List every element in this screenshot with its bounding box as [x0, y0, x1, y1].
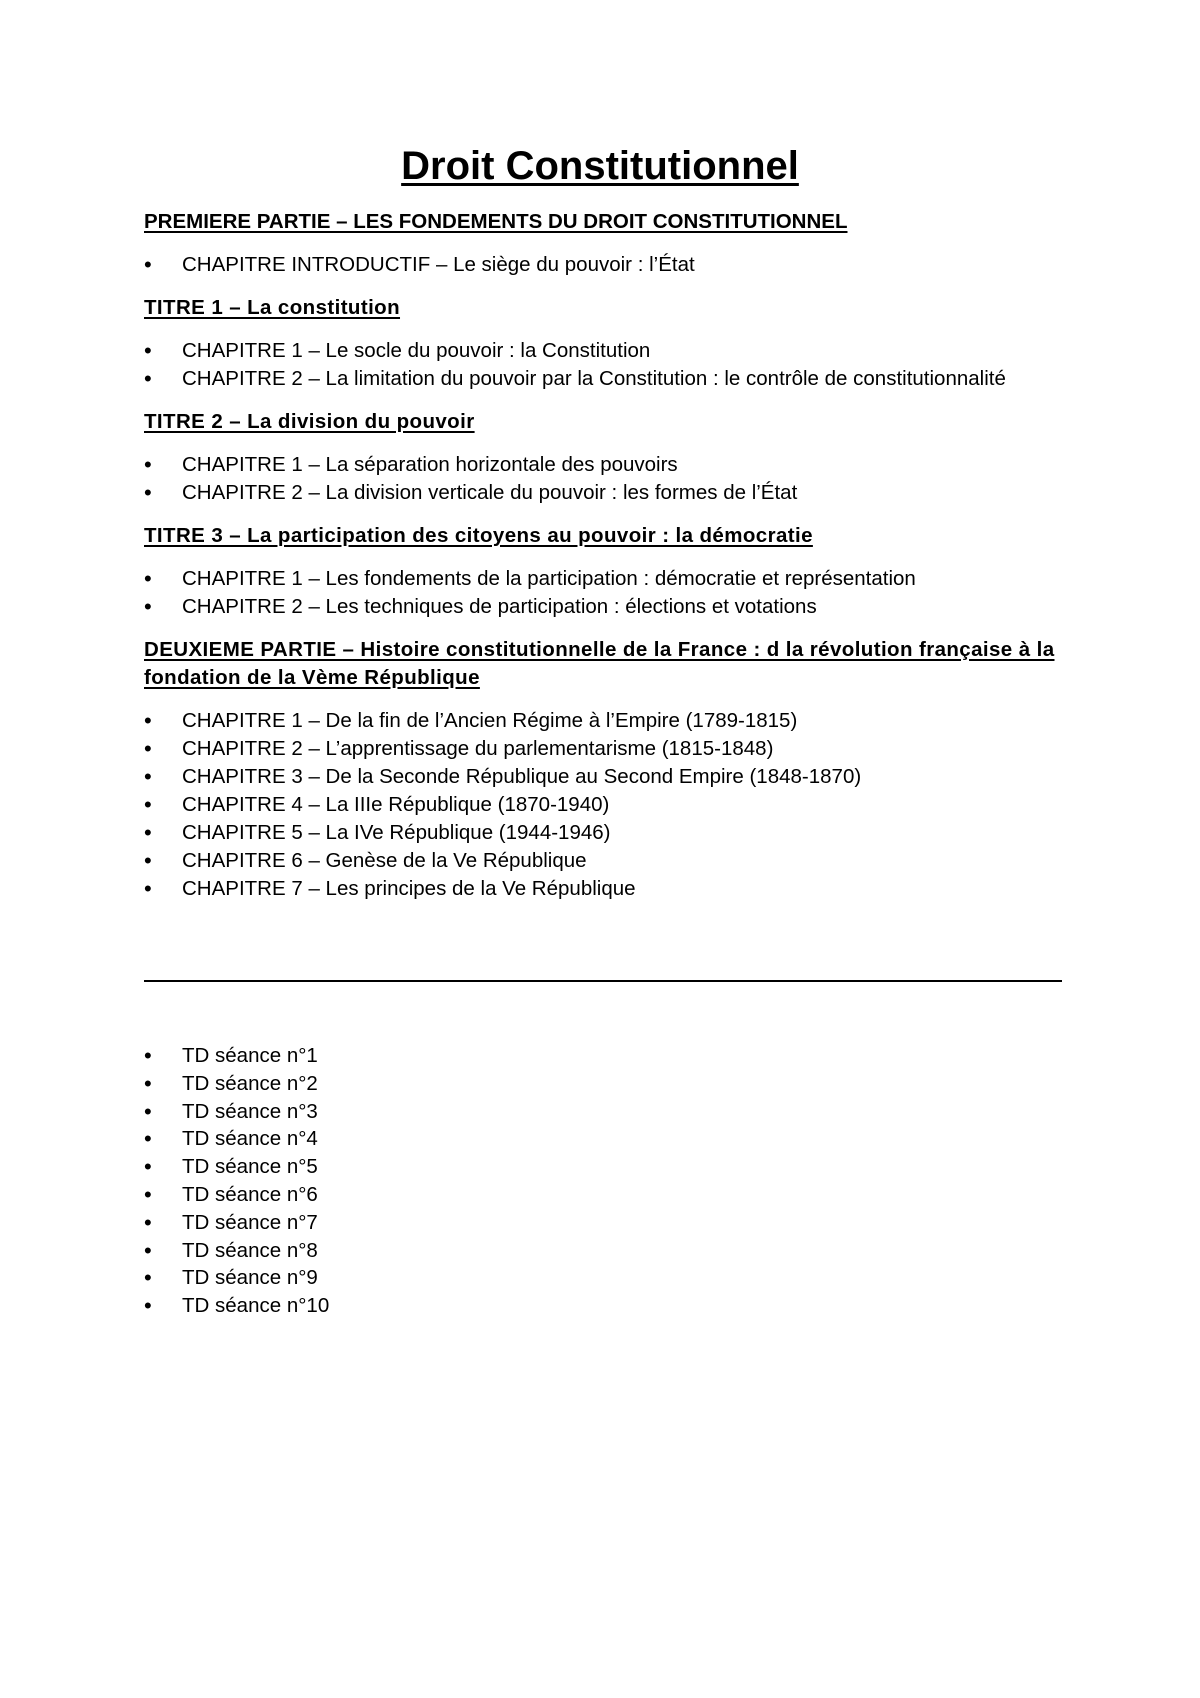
list-item: • CHAPITRE 1 – La séparation horizontale des pouvoirs	[144, 451, 1062, 479]
table-of-contents	[144, 208, 1062, 903]
td-list	[144, 1042, 744, 1320]
list-item: • TD séance n°2	[144, 1070, 744, 1098]
titre2-heading: TITRE 2 – La division du pouvoir	[144, 410, 475, 433]
part1-list	[144, 251, 1062, 279]
list-item: • CHAPITRE 2 – La division verticale du pouvoir : les formes de l’État	[144, 479, 1062, 507]
titre2-list	[144, 451, 1062, 507]
list-item: • CHAPITRE 2 – L’apprentissage du parlementarisme (1815-1848)	[144, 735, 1062, 763]
titre1-heading: TITRE 1 – La constitution	[144, 296, 401, 319]
list-item: • TD séance n°8	[144, 1237, 744, 1265]
part1-heading: PREMIERE PARTIE – LES FONDEMENTS DU DROIT CONSTITUTIONNEL	[144, 210, 848, 233]
list-item: • CHAPITRE 3 – De la Seconde République au Second Empire (1848-1870)	[144, 763, 1062, 791]
horizontal-divider	[144, 980, 1062, 982]
list-item: • TD séance n°5	[144, 1153, 744, 1181]
part2-list	[144, 707, 1062, 903]
titre1-list	[144, 337, 1062, 393]
list-item: • CHAPITRE 1 – De la fin de l’Ancien Régime à l’Empire (1789-1815)	[144, 707, 1062, 735]
list-item: • CHAPITRE 4 – La IIIe République (1870-1940)	[144, 791, 1062, 819]
list-item: • CHAPITRE 1 – Les fondements de la participation : démocratie et représentation	[144, 565, 1062, 593]
part2-heading: DEUXIEME PARTIE – Histoire constitutionnelle de la France : d la révolution française à la fondation de la Vème République	[144, 638, 1055, 689]
list-item: • TD séance n°10	[144, 1292, 744, 1320]
list-item: • CHAPITRE INTRODUCTIF – Le siège du pouvoir : l’État	[144, 251, 1062, 279]
list-item: • CHAPITRE 7 – Les principes de la Ve République	[144, 875, 1062, 903]
list-item: • TD séance n°6	[144, 1181, 744, 1209]
titre3-list	[144, 565, 1062, 621]
list-item: • TD séance n°3	[144, 1098, 744, 1126]
list-item: • CHAPITRE 5 – La IVe République (1944-1946)	[144, 819, 1062, 847]
list-item: • CHAPITRE 6 – Genèse de la Ve République	[144, 847, 1062, 875]
list-item: • CHAPITRE 2 – Les techniques de participation : élections et votations	[144, 593, 1062, 621]
list-item: • TD séance n°1	[144, 1042, 744, 1070]
list-item: • TD séance n°9	[144, 1264, 744, 1292]
list-item: • CHAPITRE 1 – Le socle du pouvoir : la Constitution	[144, 337, 1062, 365]
titre3-heading: TITRE 3 – La participation des citoyens au pouvoir : la démocratie	[144, 524, 813, 547]
page-title: Droit Constitutionnel	[401, 144, 799, 188]
list-item: • TD séance n°4	[144, 1125, 744, 1153]
list-item: • TD séance n°7	[144, 1209, 744, 1237]
list-item: • CHAPITRE 2 – La limitation du pouvoir par la Constitution : le contrôle de constitutionnalité	[144, 365, 1062, 393]
